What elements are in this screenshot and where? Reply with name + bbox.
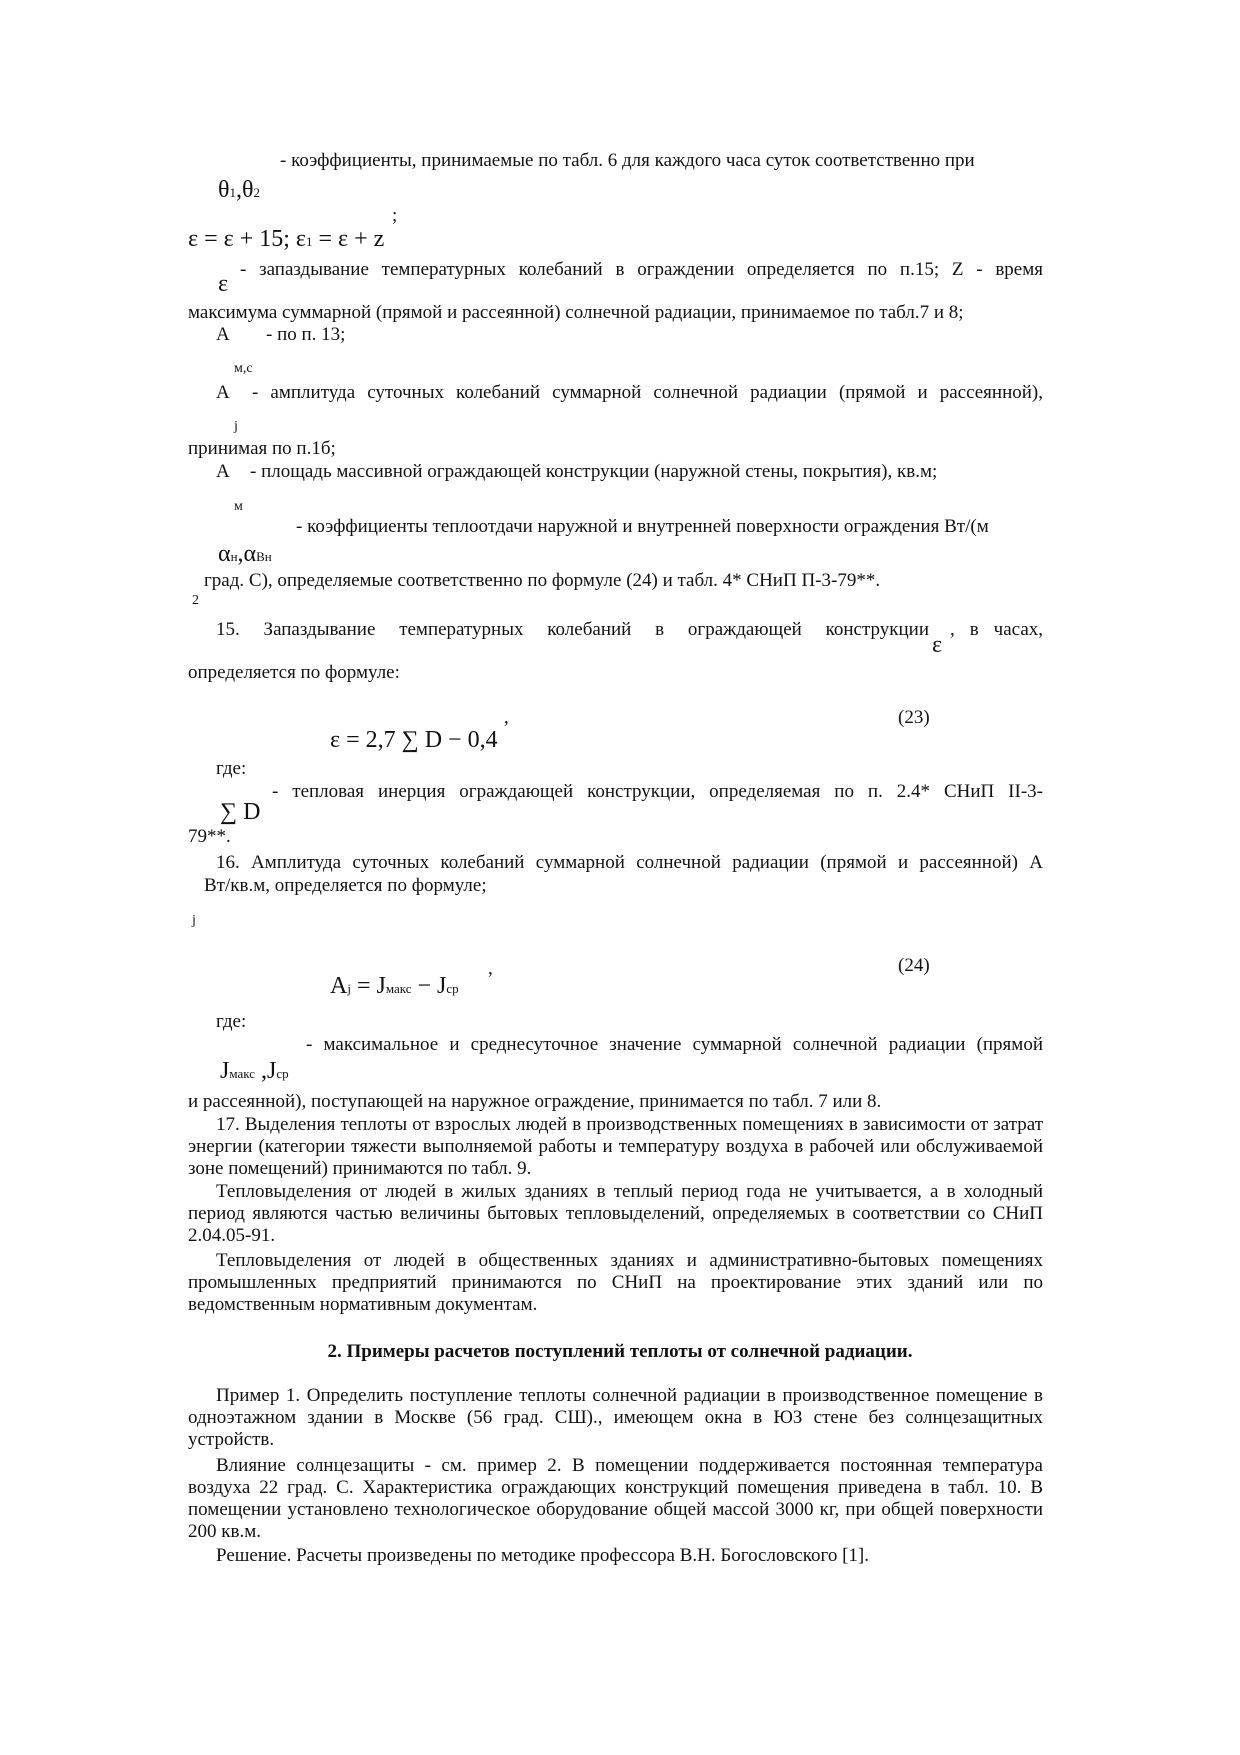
alpha-symbol-group xyxy=(218,540,272,571)
sum-D-symbol: ∑ D xyxy=(220,799,261,825)
section16-line2: Вт/кв.м, определяется по формуле; xyxy=(204,875,487,896)
formula-23-number: (23) xyxy=(898,707,930,728)
semicolon: ; xyxy=(392,205,398,226)
epsilon-description-line2: максимума суммарной (прямой и рассеянной) солнечной радиации, принимаемое по табл.7 и 8; xyxy=(188,302,964,323)
formula-24-j: j xyxy=(347,981,351,996)
section-heading: 2. Примеры расчетов поступлений теплоты от солнечной радиации. xyxy=(327,1341,913,1362)
theta-sub-2: 2 xyxy=(253,185,260,200)
A-ms-letter: A xyxy=(216,324,230,345)
A-m-letter: A xyxy=(216,461,230,482)
example1-paragraph: Пример 1. Определить поступление теплоты солнечной радиации в производственное помещение в одноэтажном здании в Москве (56 град. СШ)., имеющем окна в ЮЗ стене без солнцезащитных устройств. xyxy=(188,1385,1043,1450)
A-j-description: - амплитуда суточных колебаний суммарной солнечной радиации (прямой и рассеянной), xyxy=(252,382,1043,403)
where-label-1: где: xyxy=(216,758,247,779)
J-maks: макс xyxy=(229,1066,256,1081)
J-sr: ср xyxy=(276,1066,289,1081)
alpha-sub-vn: Вн xyxy=(256,549,272,564)
formula-23-comma: , xyxy=(504,707,509,728)
A-ms-description: - по п. 13; xyxy=(266,324,346,345)
alpha-symbol: α xyxy=(218,541,231,567)
section17-paragraph-3: Тепловыделения от людей в общественных зданиях и административно-бытовых помещениях промышленных предприятий принимаются по СНиП на проектирование этих зданий или по ведомственным нормативным документам. xyxy=(188,1250,1043,1315)
example1-conditions-paragraph: Влияние солнцезащиты - см. пример 2. В помещении поддерживается постоянная температура воздуха 22 град. С. Характеристика ограждающих конструкций помещения приведена в табл. 10. В помещении установлено технологическое оборудование общей массой 3000 кг, при общей поверхности 200 кв.м. xyxy=(188,1455,1043,1542)
theta-separator: ,θ xyxy=(236,177,254,203)
formula-24-minus: − J xyxy=(411,973,447,999)
A-ms-subscript: м,с xyxy=(234,361,253,376)
section15-line2: определяется по формуле: xyxy=(188,662,400,683)
formula-24-A: A xyxy=(330,973,348,999)
epsilon-formula-part-a: ε = ε + 15; ε xyxy=(188,226,306,252)
epsilon-description-line1: - запаздывание температурных колебаний в ограждении определяется по п.15; Z - время xyxy=(240,259,1043,280)
formula-24-number: (24) xyxy=(898,955,930,976)
epsilon-symbol: ε xyxy=(218,271,229,297)
section15-tail: , в часах, xyxy=(950,619,1043,640)
A-m-subscript: м xyxy=(234,499,243,514)
J-symbol-group xyxy=(220,1057,289,1088)
J-separator: ,J xyxy=(255,1058,277,1084)
solution-paragraph: Решение. Расчеты произведены по методике профессора В.Н. Богословского [1]. xyxy=(216,1545,869,1566)
section16-line1: 16. Амплитуда суточных колебаний суммарной солнечной радиации (прямой и рассеянной) A xyxy=(216,852,1043,873)
alpha-description-1: - коэффициенты теплоотдачи наружной и внутренней поверхности ограждения Вт/(м xyxy=(296,516,989,537)
epsilon-formula-sub: 1 xyxy=(305,234,313,249)
sum-D-description-2: 79**. xyxy=(188,826,231,847)
epsilon-formula xyxy=(188,225,384,256)
formula-24-sr: ср xyxy=(446,981,459,996)
J-description-2: и рассеянной), поступающей на наружное ограждение, принимается по табл. 7 или 8. xyxy=(188,1091,882,1112)
formula-24-eq: = J xyxy=(350,973,386,999)
A-j-description-2: принимая по п.1б; xyxy=(188,438,336,459)
alpha-description-2: град. С), определяемые соответственно по формуле (24) и табл. 4* СНиП П-3-79**. xyxy=(204,570,881,591)
alpha-separator: ,α xyxy=(237,541,257,567)
theta-description: - коэффициенты, принимаемые по табл. 6 для каждого часа суток соответственно при xyxy=(280,150,975,171)
J-description: - максимальное и среднесуточное значение суммарной солнечной радиации (прямой xyxy=(306,1034,1043,1055)
formula-23: ε = 2,7 ∑ D − 0,4 xyxy=(330,727,498,753)
theta-symbol: θ xyxy=(218,177,230,203)
formula-24-comma: , xyxy=(488,958,493,979)
A-j-subscript: j xyxy=(234,419,238,434)
A-m-description: - площадь массивной ограждающей конструкции (наружной стены, покрытия), кв.м; xyxy=(250,461,938,482)
sum-D-description: - тепловая инерция ограждающей конструкции, определяемая по п. 2.4* СНиП II-3- xyxy=(272,781,1043,802)
theta-symbol-group xyxy=(218,176,260,207)
formula-24-maks: макс xyxy=(385,981,412,996)
alpha-exponent: 2 xyxy=(192,593,199,608)
where-label-2: где: xyxy=(216,1011,247,1032)
section15-text: 15. Запаздывание температурных колебаний в ограждающей конструкции xyxy=(216,619,929,640)
section17-paragraph-1: 17. Выделения теплоты от взрослых людей в производственных помещениях в зависимости от затрат энергии (категории тяжести выполняемой работы и температуру воздуха в рабочей или обслуживаемой зоне помещений) принимаются по табл. 9. xyxy=(188,1114,1043,1179)
section17-paragraph-2: Тепловыделения от людей в жилых зданиях в теплый период года не учитывается, а в холодный период являются частью величины бытовых тепловыделений, определяемых в соответствии со СНиП 2.04.05-91. xyxy=(188,1181,1043,1246)
A-j-letter: A xyxy=(216,382,230,403)
alpha-sub-n: н xyxy=(230,549,238,564)
formula-24 xyxy=(330,972,459,1003)
epsilon-formula-part-b: = ε + z xyxy=(312,226,385,252)
J-letter: J xyxy=(220,1058,230,1084)
section15-epsilon: ε xyxy=(932,632,943,658)
theta-sub-1: 1 xyxy=(229,185,236,200)
section16-subscript-j: j xyxy=(192,913,196,928)
